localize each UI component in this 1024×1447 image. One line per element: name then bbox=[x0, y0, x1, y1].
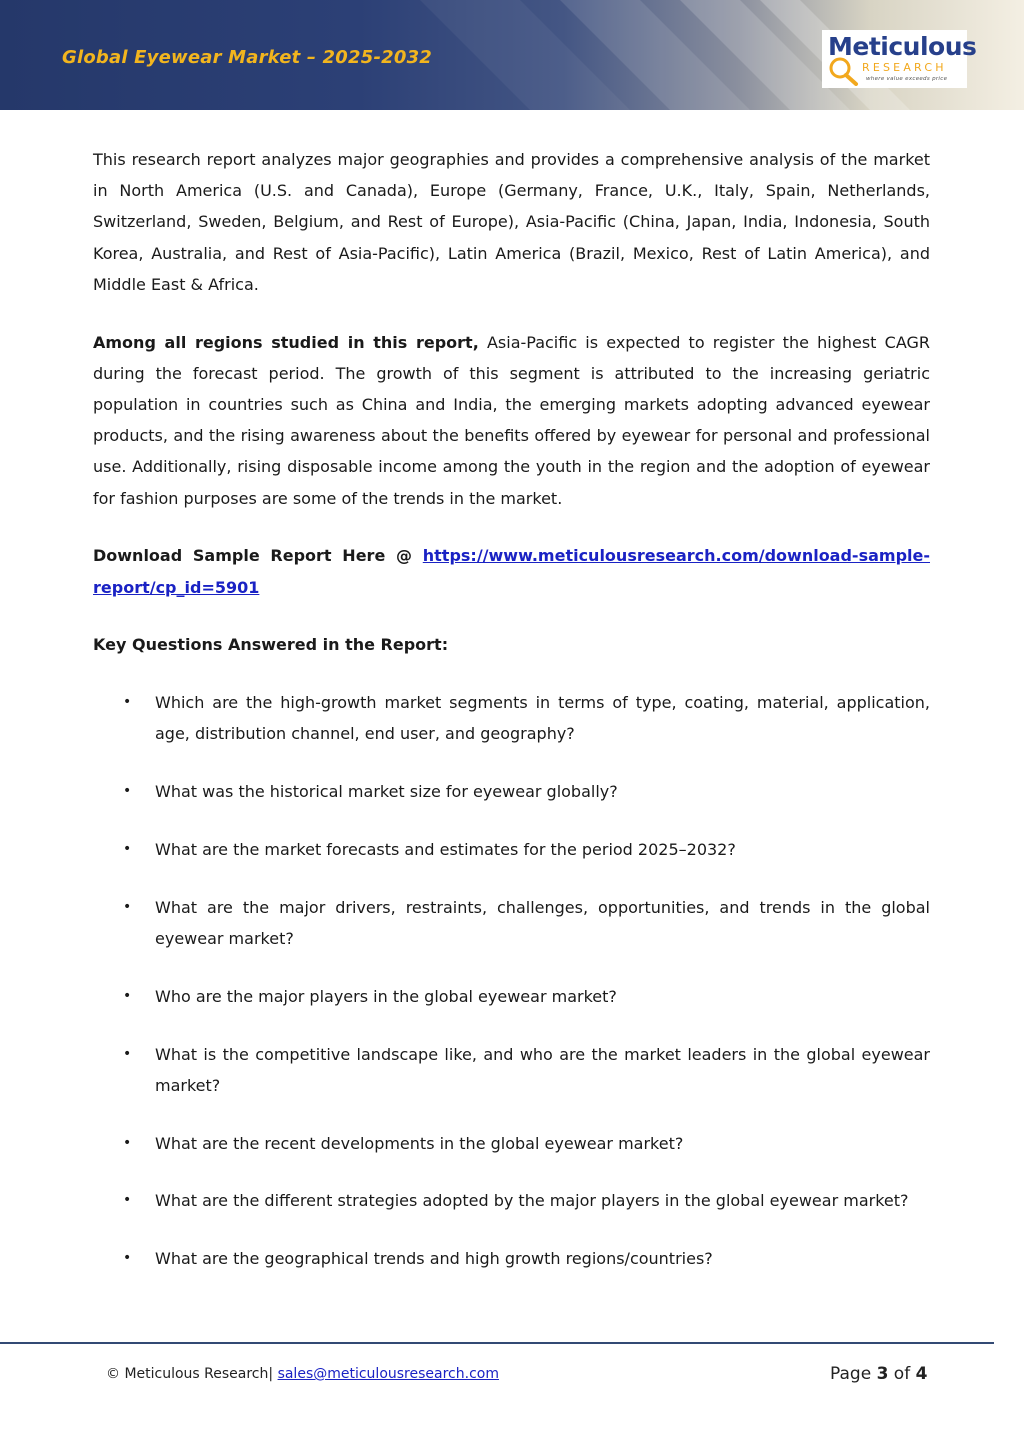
copyright-text: © Meticulous Research| bbox=[106, 1366, 278, 1382]
question-text: Which are the high-growth market segments in terms of type, coating, material, application, age, distribution channel, end user, and geography? bbox=[155, 693, 930, 744]
question-text: Who are the major players in the global eyewear market? bbox=[155, 986, 617, 1006]
question-text: What are the geographical trends and high growth regions/countries? bbox=[155, 1249, 713, 1269]
download-sample-link[interactable]: https://www.meticulousresearch.com/download-sample-report/cp_id=5901 bbox=[93, 546, 930, 597]
header-banner bbox=[0, 0, 1024, 110]
regions-lead: Among all regions studied in this report, bbox=[93, 332, 479, 352]
bullet-icon: • bbox=[123, 1250, 132, 1267]
list-item bbox=[93, 1128, 930, 1159]
regions-text: Asia-Pacific is expected to register the highest CAGR during the forecast period. The growth of this segment is attributed to the increasing geriatric population in countries such as China and India, the emerging markets adopting advanced eyewear products, and the rising awareness about the benefits offered by eyewear for personal and professional use. Additionally, rising disposable income among the youth in the region and the adoption of eyewear for fashion purposes are some of the trends in the market. bbox=[93, 332, 930, 508]
footer-divider bbox=[0, 1342, 994, 1344]
download-sample-line bbox=[93, 540, 930, 602]
list-item bbox=[93, 834, 930, 865]
page-total: 4 bbox=[915, 1364, 928, 1384]
bullet-icon: • bbox=[123, 987, 132, 1004]
contact-email-link[interactable]: sales@meticulousresearch.com bbox=[277, 1366, 499, 1382]
footer-copyright bbox=[106, 1366, 499, 1382]
key-questions-heading: Key Questions Answered in the Report: bbox=[93, 635, 449, 655]
question-text: What are the major drivers, restraints, challenges, opportunities, and trends in the global eyewear market? bbox=[155, 897, 930, 949]
list-item bbox=[93, 981, 930, 1012]
list-item bbox=[93, 776, 930, 807]
report-body bbox=[93, 144, 930, 1301]
meticulous-research-logo bbox=[822, 30, 977, 88]
logo-subtitle: RESEARCH bbox=[862, 61, 947, 74]
bullet-icon: • bbox=[123, 694, 132, 711]
question-text: What are the different strategies adopted by the major players in the global eyewear market? bbox=[155, 1191, 909, 1211]
list-item bbox=[93, 1185, 930, 1216]
magnifier-icon bbox=[826, 56, 864, 86]
logo-name: Meticulous bbox=[828, 32, 977, 61]
key-questions-list bbox=[93, 687, 930, 1274]
bullet-icon: • bbox=[123, 783, 132, 800]
regions-paragraph bbox=[93, 327, 930, 514]
bullet-icon: • bbox=[123, 841, 132, 858]
intro-paragraph: This research report analyzes major geographies and provides a comprehensive analysis of the market in North America (U.S. and Canada), Europe (Germany, France, U.K., Italy, Spain, Netherlands, Switzerland, Sweden, Belgium, and Rest of Europe), Asia-Pacific (China, Japan, India, Indonesia, South Korea, Australia, and Rest of Asia-Pacific), Latin America (Brazil, Mexico, Rest of Latin America), and Middle East & Africa. bbox=[93, 150, 930, 294]
list-item bbox=[93, 892, 930, 954]
bullet-icon: • bbox=[123, 1134, 132, 1151]
bullet-icon: • bbox=[123, 1045, 132, 1062]
question-text: What are the market forecasts and estimates for the period 2025–2032? bbox=[155, 840, 736, 860]
question-text: What are the recent developments in the global eyewear market? bbox=[155, 1133, 684, 1153]
list-item bbox=[93, 1243, 930, 1274]
page-of: of bbox=[888, 1364, 916, 1384]
bullet-icon: • bbox=[123, 898, 132, 915]
bullet-icon: • bbox=[123, 1192, 132, 1209]
download-label: Download Sample Report Here @ bbox=[93, 546, 423, 566]
page-current: 3 bbox=[876, 1364, 889, 1384]
list-item bbox=[93, 1039, 930, 1101]
page-prefix: Page bbox=[830, 1364, 877, 1384]
logo-tagline: where value exceeds price bbox=[866, 76, 948, 82]
question-text: What was the historical market size for eyewear globally? bbox=[155, 782, 618, 802]
page-number bbox=[830, 1364, 927, 1384]
list-item bbox=[93, 687, 930, 749]
document-title: Global Eyewear Market – 2025-2032 bbox=[62, 47, 433, 68]
question-text: What is the competitive landscape like, and who are the market leaders in the global eyewear market? bbox=[155, 1044, 930, 1095]
